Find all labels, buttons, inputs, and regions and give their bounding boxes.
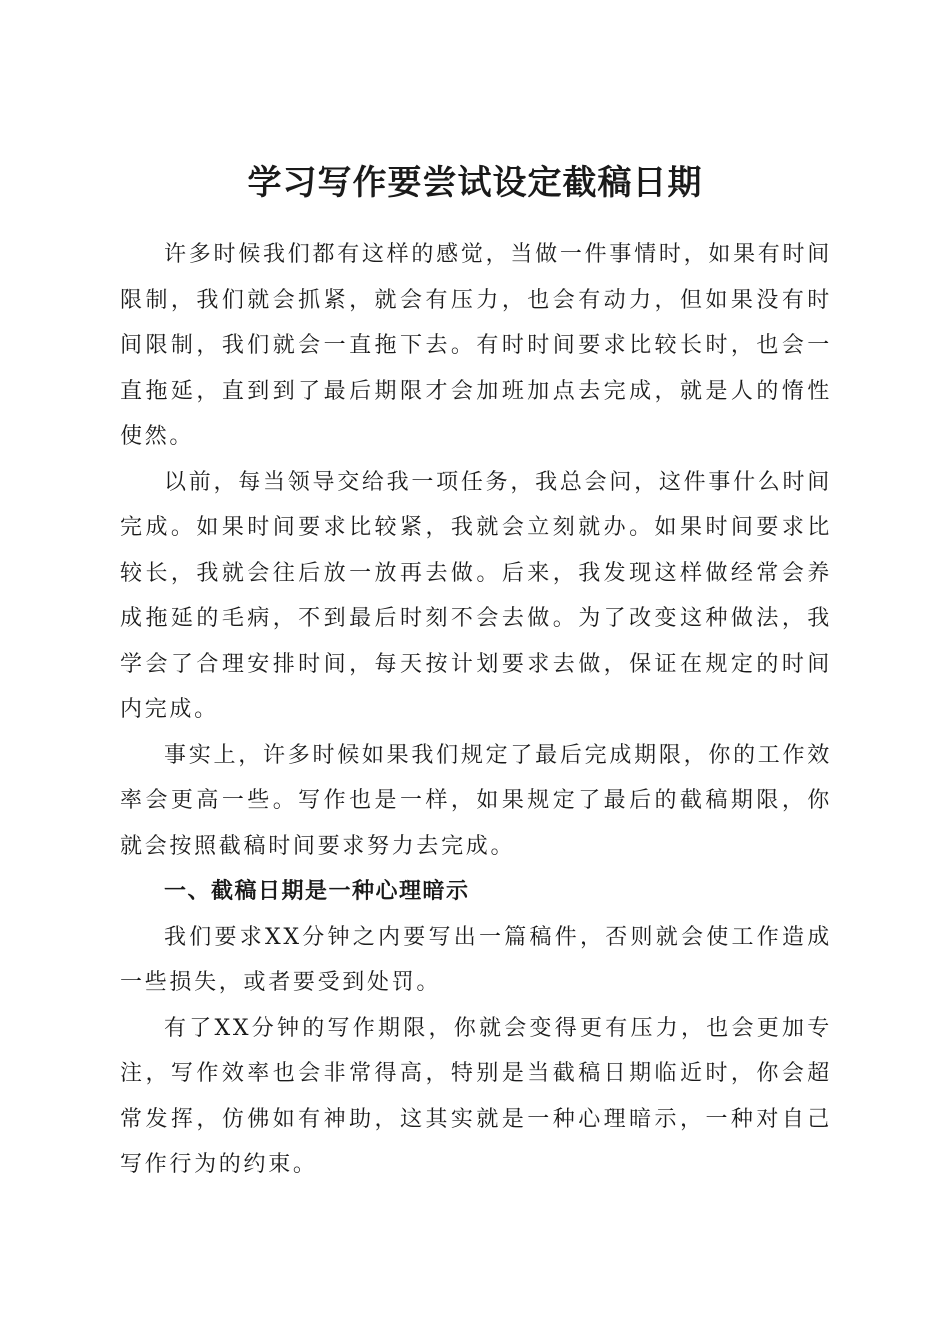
paragraph-deadline-efficiency: 事实上，许多时候如果我们规定了最后完成期限，你的工作效率会更高一些。写作也是一样，如果规定了最后的截稿期限，你就会按照截稿时间要求努力去完成。 <box>120 742 832 859</box>
paragraph-section-1-b: 有了XX分钟的写作期限，你就会变得更有压力，也会更加专注，写作效率也会非常得高，特别是当截稿日期临近时，你会超常发挥，仿佛如有神助，这其实就是一种心理暗示，一种对自己写作行为的约束。 <box>120 1015 832 1177</box>
document-title: 学习写作要尝试设定截稿日期 <box>247 162 703 203</box>
paragraph-past-habit: 以前，每当领导交给我一项任务，我总会问，这件事什么时间完成。如果时间要求比较紧，我就会立刻就办。如果时间要求比较长，我就会往后放一放再去做。后来，我发现这样做经常会养成拖延的毛病，不到最后时刻不会去做。为了改变这种做法，我学会了合理安排时间，每天按计划要求去做，保证在规定的时间内完成。 <box>120 469 832 722</box>
paragraph-section-1-a: 我们要求XX分钟之内要写出一篇稿件，否则就会使工作造成一些损失，或者要受到处罚。 <box>120 924 832 995</box>
section-heading-1: 一、截稿日期是一种心理暗示 <box>164 879 470 904</box>
paragraph-intro: 许多时候我们都有这样的感觉，当做一件事情时，如果有时间限制，我们就会抓紧，就会有压力，也会有动力，但如果没有时间限制，我们就会一直拖下去。有时时间要求比较长时，也会一直拖延，直到到了最后期限才会加班加点去完成，就是人的惰性使然。 <box>120 242 832 449</box>
document-body <box>120 232 832 1188</box>
